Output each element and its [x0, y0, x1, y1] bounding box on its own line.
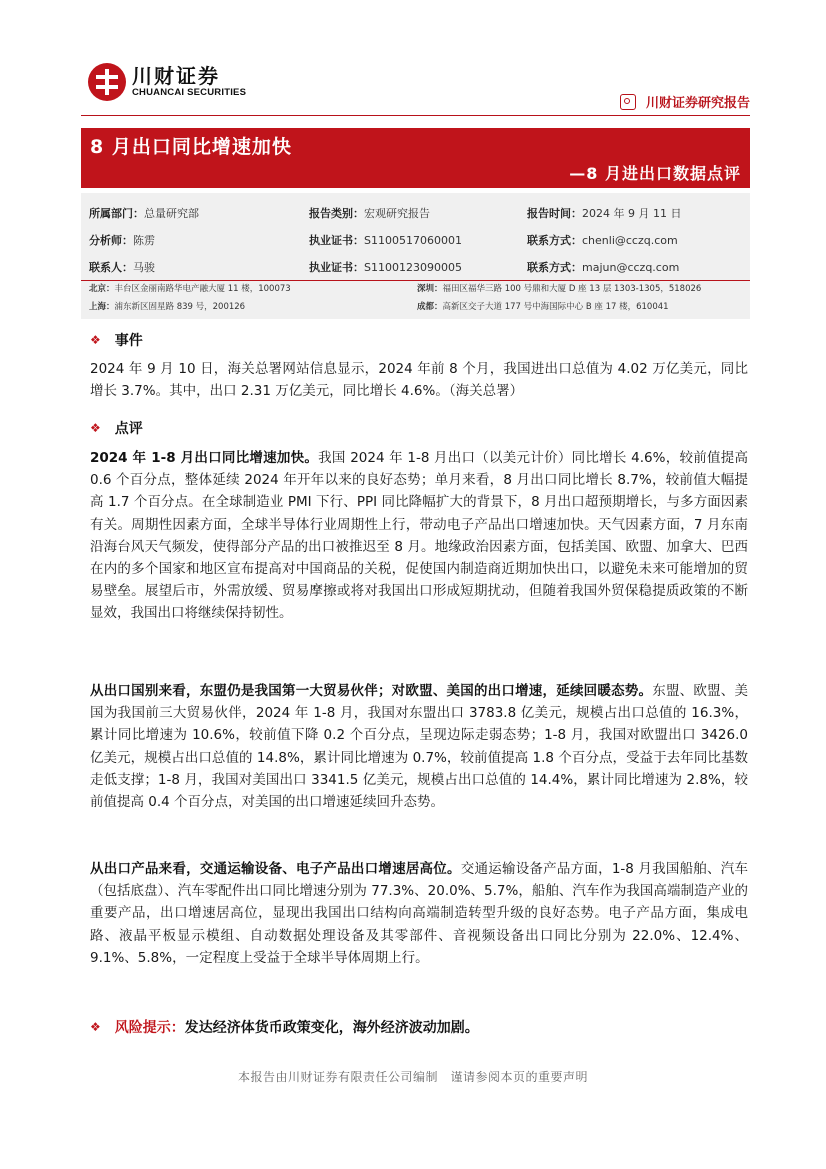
risk-warning: [90, 1017, 479, 1037]
contact1-email[interactable]: chenli@cczq.com: [582, 234, 678, 247]
brand-name-cn: 川财证券: [132, 64, 220, 88]
paragraph-export-growth-body: 我国 2024 年 1-8 月出口（以美元计价）同比增长 4.6%，较前值提高 0.6 个百分点，整体延续 2024 年开年以来的良好态势；单月来看，8 月出口同比增长 8.7%，较前值大幅提高 1.7 个百分点。在全球制造业 PMI 下行、PPI 同比降幅扩大的背景下，8 月出口超预期增长，与多方面因素有关。周期性因素方面，全球半导体行业周期性上行，带动电子产品出口增速加快。天气因素方面，7 月东南沿海台风天气频发，使得部分产品的出口被推迟至 8 月。地缘政治因素方面，包括美国、欧盟、加拿大、巴西在内的多个国家和地区宣布提高对中国商品的关税，促使国内制造商近期加快出口，以避免未来可能增加的贸易壁垒。展望后市，外需放缓、贸易摩擦或将对我国出口形成短期扰动，但随着我国外贸保稳提质政策的不断显效，我国出口将继续保持韧性。: [90, 450, 748, 622]
brand-name-en: CHUANCAI SECURITIES: [132, 87, 247, 98]
title-banner: [81, 128, 750, 188]
header-rule: [81, 115, 750, 116]
address-beijing-label: 北京：: [89, 284, 115, 294]
address-beijing-value: 丰台区金丽南路华电产融大厦 11 楼，100073: [114, 284, 291, 294]
diamond-bullet-icon: ❖: [90, 1020, 101, 1034]
report-tag-icon: [620, 94, 636, 110]
info-row-1: [81, 205, 750, 225]
cert1-value: S1100517060001: [364, 234, 462, 247]
diamond-bullet-icon: ❖: [90, 421, 101, 435]
section-event-title: 事件: [114, 333, 143, 349]
address-shanghai: [89, 300, 245, 312]
paragraph-export-growth-lead: 2024 年 1-8 月出口同比增速加快。: [90, 450, 319, 466]
address-chengdu: [417, 300, 669, 312]
contact-person-label: 联系人：: [89, 261, 133, 274]
report-tag: [620, 92, 750, 111]
section-event: [90, 330, 143, 350]
cert2-value: S1100123090005: [364, 261, 462, 274]
logo-emblem-icon: [88, 63, 126, 101]
report-title: 8 月出口同比增速加快: [90, 136, 292, 158]
paragraph-export-product-body: 交通运输设备产品方面，1-8 月我国船舶、汽车（包括底盘）、汽车零配件出口同比增速分别为 77.3%、20.0%、5.7%，船舶、汽车作为我国高端制造产业的重要产品，出口增速居高位，显现出我国出口结构向高端制造转型升级的良好态势。电子产品方面，集成电路、液晶平板显示模组、自动数据处理设备及其零部件、音视频设备出口同比分别为 22.0%、12.4%、9.1%、5.8%，一定程度上受益于全球半导体周期上行。: [90, 861, 749, 966]
report-time-label: 报告时间：: [527, 207, 582, 220]
address-shenzhen-label: 深圳：: [417, 284, 443, 294]
address-chengdu-value: 高新区交子大道 177 号中海国际中心 B 座 17 楼，610041: [442, 302, 669, 312]
section-comment-title: 点评: [114, 421, 143, 437]
info-row-3: [81, 259, 750, 279]
address-chengdu-label: 成都：: [417, 302, 443, 312]
report-tag-label: 川财证券研究报告: [645, 96, 750, 111]
cert2-label: 执业证书：: [309, 261, 364, 274]
paragraph-export-product: [90, 858, 748, 969]
analyst-label: 分析师：: [89, 234, 133, 247]
contact2-label: 联系方式：: [527, 261, 582, 274]
paragraph-export-product-lead: 从出口产品来看，交通运输设备、电子产品出口增速居高位。: [90, 861, 461, 877]
diamond-bullet-icon: ❖: [90, 333, 101, 347]
report-type-label: 报告类别：: [309, 207, 364, 220]
page-footer: 本报告由川财证券有限责任公司编制 谨请参阅本页的重要声明: [237, 1070, 588, 1084]
report-time-value: 2024 年 9 月 11 日: [582, 207, 682, 220]
info-divider: [81, 280, 750, 281]
cert1-label: 执业证书：: [309, 234, 364, 247]
report-type-value: 宏观研究报告: [364, 207, 430, 220]
paragraph-export-growth: [90, 447, 748, 625]
paragraph-export-country: [90, 680, 748, 813]
section-comment: [90, 418, 143, 438]
contact2-email[interactable]: majun@cczq.com: [582, 261, 680, 274]
address-shanghai-label: 上海：: [89, 302, 115, 312]
address-beijing: [89, 282, 291, 294]
department-label: 所属部门：: [89, 207, 144, 220]
address-shenzhen: [417, 282, 701, 294]
contact-person-value: 马骏: [133, 261, 155, 274]
info-row-2: [81, 232, 750, 252]
company-logo: [88, 63, 246, 101]
report-subtitle: —8 月进出口数据点评: [569, 164, 741, 183]
department-value: 总量研究部: [144, 207, 199, 220]
paragraph-export-country-body: 东盟、欧盟、美国为我国前三大贸易伙伴，2024 年 1-8 月，我国对东盟出口 3783.8 亿美元，规模占出口总值的 16.3%，累计同比增速为 10.6%，较前值下降 0.2 个百分点，呈现边际走弱态势；1-8 月，我国对欧盟出口 3426.0 亿美元，规模占出口总值的 14.8%，累计同比增速为 0.7%，较前值提高 1.8 个百分点，受益于去年同比基数走低支撑；1-8 月，我国对美国出口 3341.5 亿美元，规模占出口总值的 14.4%，累计同比增速为 2.8%，较前值提高 0.4 个百分点，对美国的出口增速延续回升态势。: [90, 683, 749, 811]
address-shanghai-value: 浦东新区固星路 839 号，200126: [114, 302, 246, 312]
event-paragraph: 2024 年 9 月 10 日，海关总署网站信息显示，2024 年前 8 个月，我国进出口总值为 4.02 万亿美元，同比增长 3.7%。其中，出口 2.31 万亿美元，同比增长 4.6%。（海关总署）: [90, 361, 748, 400]
report-info-block: [81, 193, 750, 319]
analyst-value: 陈雳: [133, 234, 155, 247]
risk-label: 风险提示：: [114, 1020, 185, 1036]
risk-text: 发达经济体货币政策变化，海外经济波动加剧。: [184, 1020, 479, 1036]
address-shenzhen-value: 福田区福华三路 100 号鼎和大厦 D 座 13 层 1303-1305，518026: [442, 284, 702, 294]
paragraph-export-country-lead: 从出口国别来看，东盟仍是我国第一大贸易伙伴；对欧盟、美国的出口增速，延续回暖态势。: [90, 683, 653, 699]
contact1-label: 联系方式：: [527, 234, 582, 247]
